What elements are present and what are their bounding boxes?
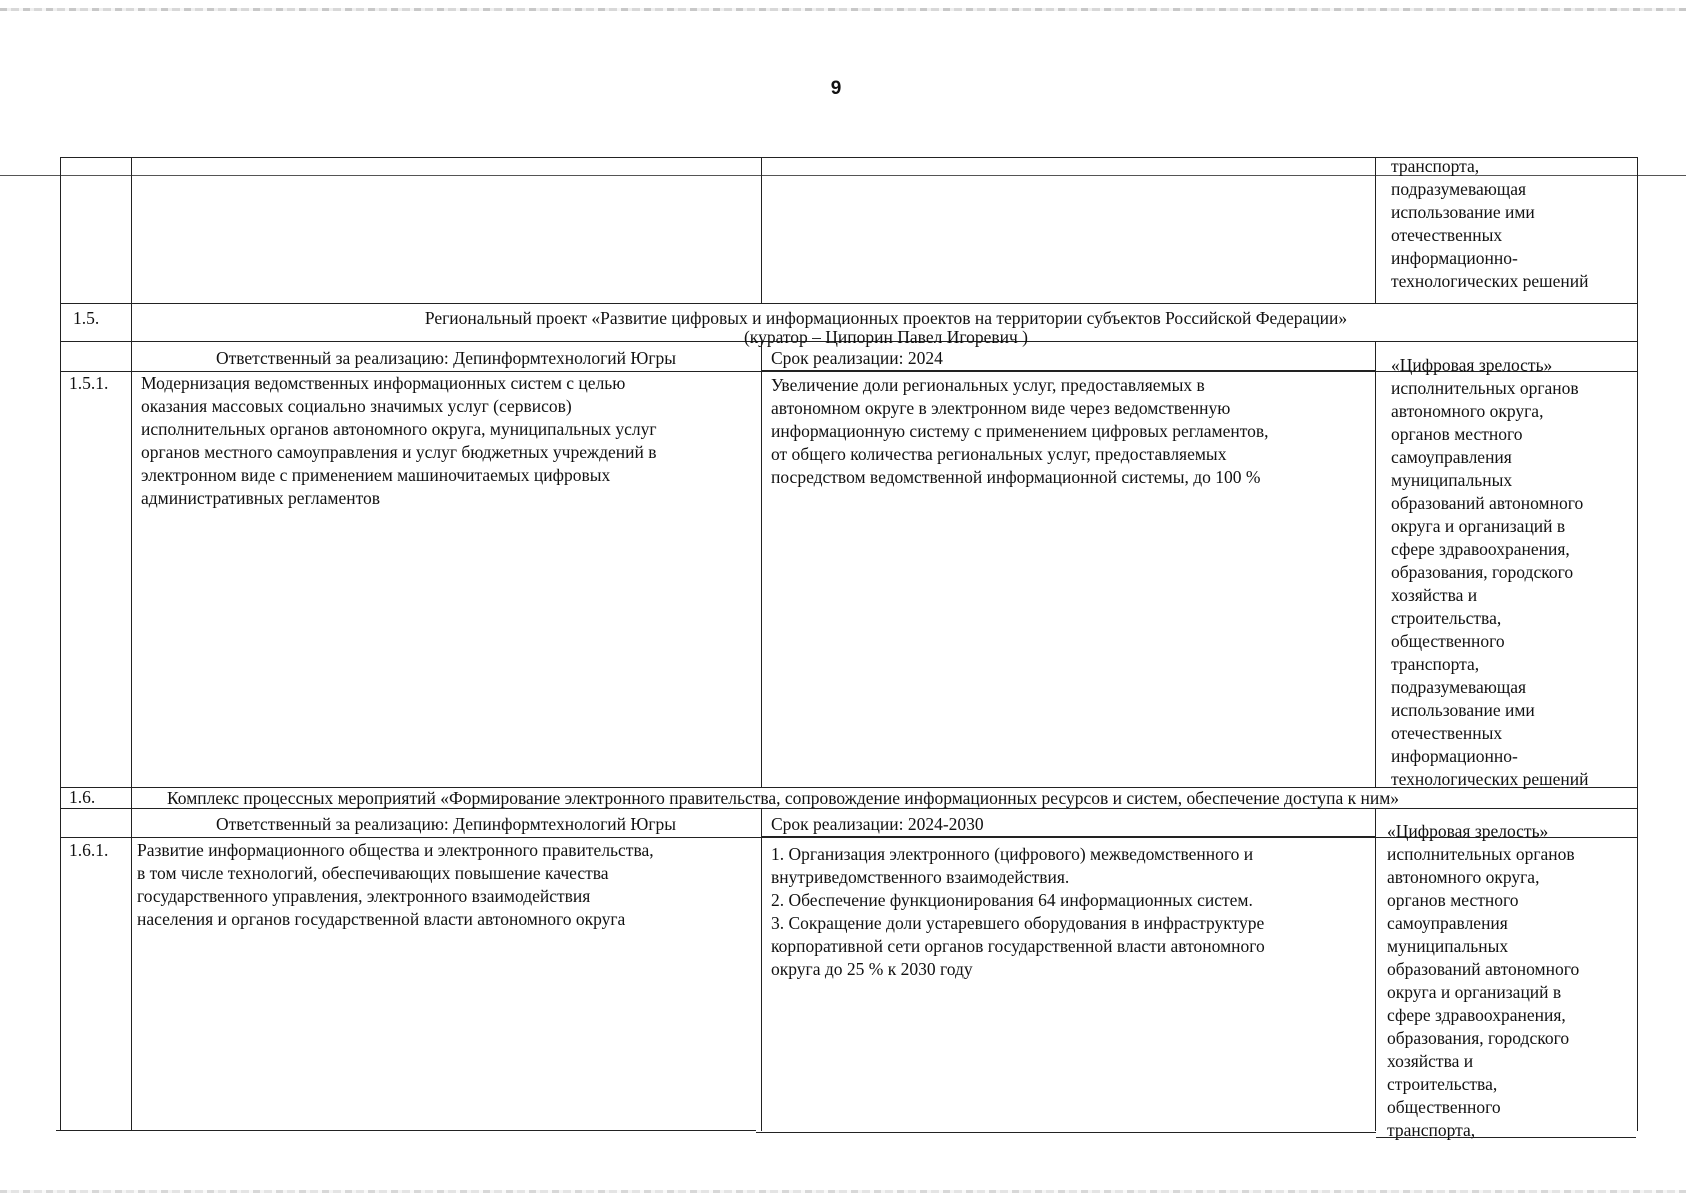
item-number: 1.5.1. [69,373,109,393]
objective-continuation: транспорта, подразумевающая использование ими отечественных информационно- технологических решений [1391,156,1589,291]
table-bottom-border [56,1130,756,1131]
section-title: Комплекс процессных мероприятий «Формирование электронного правительства, сопровождение информационных ресурсов и систем, обеспечение доступа к ним» [167,788,1400,808]
col-divider [131,158,132,1131]
item-result: Увеличение доли региональных услуг, предоставляемых в автономном округе в электронном виде через ведомственную информационную систему с применением цифровых регламентов, от общего количества региональных услуг, предоставляемых посредством ведомственной информационной системы, до 100 % [771,375,1269,487]
scan-edge-bottom [0,1190,1686,1193]
section-number: 1.6. [69,787,96,807]
responsible-label: Ответственный за реализацию: Депинформтехнологий Югры [215,814,677,834]
plan-table [60,156,1638,1140]
item-number: 1.6.1. [69,840,109,860]
col-divider [761,341,762,787]
item-task: Развитие информационного общества и электронного правительства, в том числе технологий, обеспечивающих повышение качества государственного управления, электронного взаимодействия населения и органов государственной власти автономного округа [137,840,654,929]
col-divider [761,158,762,303]
section-curator: (куратор – Ципорин Павел Игоревич ) [743,327,1028,347]
responsible-label: Ответственный за реализацию: Депинформтехнологий Югры [215,348,677,368]
table-bottom-border [1376,1137,1636,1138]
deadline-underline [761,836,1375,837]
deadline-label: Срок реализации: 2024-2030 [771,814,984,834]
col-divider [1375,158,1376,303]
scan-edge-top [0,8,1686,11]
row-divider [61,303,1637,304]
col-divider [1375,808,1376,1131]
item-task: Модернизация ведомственных информационных систем с целью оказания массовых социально значимых услуг (сервисов) исполнительных органов автономного округа, муниципальных услуг органов местного самоуправления и услуг бюджетных учреждений в электронном виде с применением машиночитаемых цифровых административных регламентов [141,373,657,508]
col-divider [761,808,762,1131]
section-title: Региональный проект «Развитие цифровых и информационных проектов на территории субъектов Российской Федерации» [424,308,1348,328]
item-objective: «Цифровая зрелость» исполнительных органов автономного округа, органов местного самоуправления муниципальных образований автономного округа и организаций в сфере здравоохранения, образования, городского хозяйства и строительства, общественного транспорта, подразумевающая использование ими отечественных информационно- технологических решений [1391,355,1589,789]
table-bottom-border [756,1132,1376,1133]
section-number: 1.5. [73,308,100,328]
item-result: 1. Организация электронного (цифрового) межведомственного и внутриведомственного взаимодействия. 2. Обеспечение функционирования 64 информационных систем. 3. Сокращение доли устаревшего оборудования в инфраструктуре корпоративной сети органов государственной власти автономного округа до 25 % к 2030 году [771,844,1265,979]
page-number: 9 [830,78,842,99]
item-objective: «Цифровая зрелость» исполнительных органов автономного округа, органов местного самоуправления муниципальных образований автономного округа и организаций в сфере здравоохранения, образования, городского хозяйства и строительства, общественного транспорта, [1387,821,1580,1140]
deadline-underline [761,370,1375,371]
col-divider [1375,341,1376,787]
deadline-label: Срок реализации: 2024 [771,348,943,368]
